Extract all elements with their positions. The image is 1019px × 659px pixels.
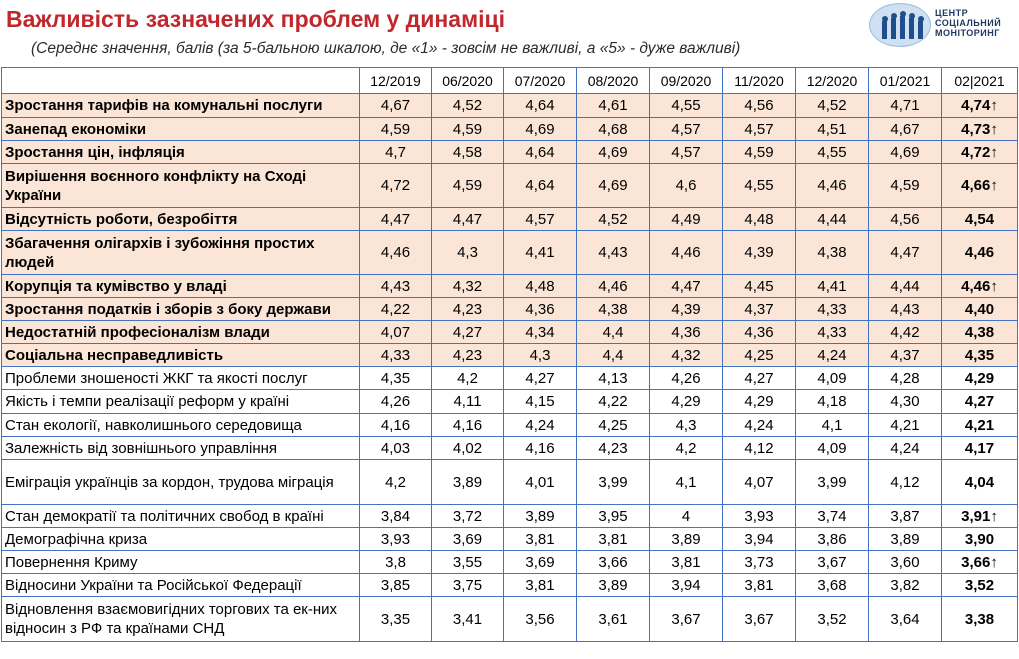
- latest-value-cell: [942, 414, 1018, 437]
- value-cell: 4,7: [360, 141, 432, 164]
- logo-line: МОНІТОРИНГ: [935, 28, 1000, 38]
- value-cell: 3,89: [432, 460, 504, 505]
- value-cell: 3,99: [796, 460, 869, 505]
- value-cell: 4,3: [432, 231, 504, 275]
- cell-value: 4,74: [961, 97, 991, 114]
- latest-value-cell: [942, 298, 1018, 321]
- value-cell: 4,59: [432, 118, 504, 141]
- value-cell: 3,81: [650, 551, 723, 574]
- value-cell: 4,4: [577, 321, 650, 344]
- cell-value: 4,17: [964, 439, 995, 457]
- value-cell: 4,09: [796, 437, 869, 460]
- value-cell: 4,46: [360, 231, 432, 275]
- value-cell: 4,59: [869, 164, 942, 208]
- cell-value: 4,29: [964, 369, 995, 387]
- value-cell: 3,56: [504, 597, 577, 642]
- value-cell: 4,34: [504, 321, 577, 344]
- value-cell: 4,57: [504, 208, 577, 231]
- table-row: [2, 437, 1018, 460]
- value-cell: 4,29: [723, 390, 796, 414]
- latest-value-cell: [942, 505, 1018, 528]
- value-cell: 4,42: [869, 321, 942, 344]
- table-row: [2, 551, 1018, 574]
- value-cell: 3,66: [577, 551, 650, 574]
- value-cell: 4,1: [796, 414, 869, 437]
- latest-value-cell: [942, 528, 1018, 551]
- column-header: 12/2019: [360, 68, 432, 94]
- value-cell: 4,47: [360, 208, 432, 231]
- value-cell: 4,29: [650, 390, 723, 414]
- value-cell: 3,75: [432, 574, 504, 597]
- cell-value: 4,21: [964, 416, 995, 434]
- value-cell: 4,12: [869, 460, 942, 505]
- value-cell: 4,27: [723, 367, 796, 390]
- table-row: [2, 321, 1018, 344]
- table-row: [2, 164, 1018, 208]
- value-cell: 4,22: [577, 390, 650, 414]
- value-cell: 4,32: [432, 275, 504, 298]
- cell-value: 4,04: [964, 473, 995, 491]
- value-cell: 4,3: [650, 414, 723, 437]
- latest-value-cell: [942, 390, 1018, 414]
- value-cell: 4,21: [869, 414, 942, 437]
- value-cell: 4,27: [432, 321, 504, 344]
- logo-text: [935, 8, 1001, 38]
- value-cell: 3,67: [650, 597, 723, 642]
- latest-value-cell: [942, 597, 1018, 642]
- header-label-cell: [2, 68, 360, 94]
- row-label: Соціальна несправедливість: [2, 344, 360, 367]
- value-cell: 4,36: [723, 321, 796, 344]
- value-cell: 4,68: [577, 118, 650, 141]
- value-cell: 3,60: [869, 551, 942, 574]
- table-row: [2, 460, 1018, 505]
- value-cell: 4,47: [432, 208, 504, 231]
- table-row: [2, 597, 1018, 642]
- value-cell: 4,64: [504, 164, 577, 208]
- value-cell: 4,33: [360, 344, 432, 367]
- table-row: [2, 344, 1018, 367]
- value-cell: 4,46: [796, 164, 869, 208]
- value-cell: 4,55: [796, 141, 869, 164]
- value-cell: 4,64: [504, 94, 577, 118]
- value-cell: 3,74: [796, 505, 869, 528]
- value-cell: 4,18: [796, 390, 869, 414]
- row-label: Зростання тарифів на комунальні послуги: [2, 94, 360, 118]
- row-label: Еміграція українців за кордон, трудова міграція: [2, 460, 360, 505]
- value-cell: 4,67: [869, 118, 942, 141]
- row-label: Занепад економіки: [2, 118, 360, 141]
- cell-value: 4,27: [964, 393, 995, 410]
- arrow-up-icon: ↑: [990, 97, 998, 114]
- value-cell: 3,69: [432, 528, 504, 551]
- value-cell: 4,4: [577, 344, 650, 367]
- logo: [869, 3, 1017, 47]
- table-row: [2, 275, 1018, 298]
- value-cell: 4,61: [577, 94, 650, 118]
- value-cell: 3,55: [432, 551, 504, 574]
- value-cell: 4,52: [796, 94, 869, 118]
- value-cell: 4,26: [650, 367, 723, 390]
- value-cell: 3,61: [577, 597, 650, 642]
- row-label: Відносини України та Російської Федерації: [2, 574, 360, 597]
- value-cell: 3,69: [504, 551, 577, 574]
- arrow-up-icon: ↑: [990, 143, 998, 161]
- value-cell: 4,09: [796, 367, 869, 390]
- value-cell: 4,30: [869, 390, 942, 414]
- value-cell: 4,37: [869, 344, 942, 367]
- value-cell: 4,64: [504, 141, 577, 164]
- value-cell: 4,69: [577, 164, 650, 208]
- value-cell: 3,67: [723, 597, 796, 642]
- value-cell: 4,51: [796, 118, 869, 141]
- row-label: Вирішення воєнного конфлікту на Сході України: [2, 164, 360, 208]
- value-cell: 4,25: [577, 414, 650, 437]
- value-cell: 4,47: [650, 275, 723, 298]
- value-cell: 3,81: [504, 528, 577, 551]
- value-cell: 3,94: [650, 574, 723, 597]
- latest-value-cell: [942, 94, 1018, 118]
- value-cell: 3,81: [504, 574, 577, 597]
- logo-line: ЦЕНТР: [935, 8, 969, 18]
- value-cell: 4,6: [650, 164, 723, 208]
- column-header: 11/2020: [723, 68, 796, 94]
- value-cell: 4,16: [360, 414, 432, 437]
- column-header: 12/2020: [796, 68, 869, 94]
- value-cell: 3,87: [869, 505, 942, 528]
- latest-value-cell: [942, 141, 1018, 164]
- row-label: Стан демократії та політичних свобод в країні: [2, 505, 360, 528]
- cell-value: 4,40: [964, 300, 995, 318]
- value-cell: 4,23: [432, 298, 504, 321]
- cell-value: 3,38: [964, 610, 995, 628]
- value-cell: 3,68: [796, 574, 869, 597]
- value-cell: 4,71: [869, 94, 942, 118]
- row-label: Якість і темпи реалізації реформ у країні: [2, 390, 360, 414]
- table-row: [2, 367, 1018, 390]
- value-cell: 4,69: [577, 141, 650, 164]
- column-header: 09/2020: [650, 68, 723, 94]
- value-cell: 4,39: [650, 298, 723, 321]
- value-cell: 4,24: [796, 344, 869, 367]
- column-header: 08/2020: [577, 68, 650, 94]
- value-cell: 4,38: [796, 231, 869, 275]
- value-cell: 3,99: [577, 460, 650, 505]
- cell-value: 4,46: [961, 277, 991, 295]
- table-row: [2, 208, 1018, 231]
- value-cell: 4,33: [796, 321, 869, 344]
- value-cell: 4,22: [360, 298, 432, 321]
- value-cell: 4,69: [504, 118, 577, 141]
- table-row: [2, 528, 1018, 551]
- value-cell: 3,89: [869, 528, 942, 551]
- value-cell: 4,49: [650, 208, 723, 231]
- arrow-up-icon: ↑: [990, 507, 998, 525]
- value-cell: 4,69: [869, 141, 942, 164]
- cell-value: 4,35: [964, 346, 995, 364]
- value-cell: 3,81: [723, 574, 796, 597]
- table-row: [2, 118, 1018, 141]
- value-cell: 3,82: [869, 574, 942, 597]
- latest-value-cell: [942, 275, 1018, 298]
- value-cell: 4,55: [650, 94, 723, 118]
- latest-value-cell: [942, 164, 1018, 208]
- value-cell: 4,07: [360, 321, 432, 344]
- value-cell: 4,16: [432, 414, 504, 437]
- value-cell: 3,41: [432, 597, 504, 642]
- value-cell: 3,85: [360, 574, 432, 597]
- value-cell: 4,52: [432, 94, 504, 118]
- value-cell: 4,27: [504, 367, 577, 390]
- column-header: 07/2020: [504, 68, 577, 94]
- value-cell: 4,44: [796, 208, 869, 231]
- value-cell: 4,43: [360, 275, 432, 298]
- logo-people-icon: [869, 3, 931, 47]
- latest-value-cell: [942, 551, 1018, 574]
- row-label: Демографічна криза: [2, 528, 360, 551]
- value-cell: 4,24: [504, 414, 577, 437]
- row-label: Залежність від зовнішнього управління: [2, 437, 360, 460]
- value-cell: 4: [650, 505, 723, 528]
- value-cell: 4,41: [796, 275, 869, 298]
- cell-value: 3,91: [961, 507, 991, 525]
- value-cell: 3,35: [360, 597, 432, 642]
- value-cell: 4,39: [723, 231, 796, 275]
- value-cell: 4,48: [723, 208, 796, 231]
- value-cell: 4,43: [869, 298, 942, 321]
- latest-value-cell: [942, 231, 1018, 275]
- value-cell: 4,26: [360, 390, 432, 414]
- row-label: Проблеми зношеності ЖКГ та якості послуг: [2, 367, 360, 390]
- value-cell: 4,43: [577, 231, 650, 275]
- value-cell: 3,52: [796, 597, 869, 642]
- value-cell: 4,47: [869, 231, 942, 275]
- value-cell: 4,11: [432, 390, 504, 414]
- arrow-up-icon: ↑: [990, 277, 998, 295]
- value-cell: 4,35: [360, 367, 432, 390]
- value-cell: 4,57: [650, 141, 723, 164]
- table-row: [2, 414, 1018, 437]
- row-label: Недостатній професіоналізм влади: [2, 321, 360, 344]
- value-cell: 4,52: [577, 208, 650, 231]
- column-header: 02|2021: [942, 68, 1018, 94]
- latest-value-cell: [942, 344, 1018, 367]
- cell-value: 4,38: [964, 323, 995, 341]
- latest-value-cell: [942, 437, 1018, 460]
- value-cell: 4,56: [723, 94, 796, 118]
- latest-value-cell: [942, 574, 1018, 597]
- value-cell: 4,02: [432, 437, 504, 460]
- cell-value: 3,52: [964, 576, 995, 594]
- table-row: [2, 505, 1018, 528]
- value-cell: 3,89: [504, 505, 577, 528]
- value-cell: 4,2: [360, 460, 432, 505]
- value-cell: 4,3: [504, 344, 577, 367]
- value-cell: 4,57: [650, 118, 723, 141]
- value-cell: 4,25: [723, 344, 796, 367]
- value-cell: 4,23: [577, 437, 650, 460]
- value-cell: 4,2: [432, 367, 504, 390]
- value-cell: 3,67: [796, 551, 869, 574]
- value-cell: 4,72: [360, 164, 432, 208]
- arrow-up-icon: ↑: [990, 553, 998, 571]
- value-cell: 3,95: [577, 505, 650, 528]
- table-row: [2, 231, 1018, 275]
- value-cell: 3,73: [723, 551, 796, 574]
- row-label: Стан екології, навколишнього середовища: [2, 414, 360, 437]
- latest-value-cell: [942, 118, 1018, 141]
- latest-value-cell: [942, 367, 1018, 390]
- value-cell: 3,89: [577, 574, 650, 597]
- column-header: 01/2021: [869, 68, 942, 94]
- value-cell: 4,59: [360, 118, 432, 141]
- latest-value-cell: [942, 321, 1018, 344]
- latest-value-cell: [942, 208, 1018, 231]
- value-cell: 4,07: [723, 460, 796, 505]
- value-cell: 3,81: [577, 528, 650, 551]
- value-cell: 4,2: [650, 437, 723, 460]
- header: [0, 0, 1019, 66]
- logo-line: СОЦІАЛЬНИЙ: [935, 18, 1002, 28]
- value-cell: 4,12: [723, 437, 796, 460]
- value-cell: 4,32: [650, 344, 723, 367]
- value-cell: 3,94: [723, 528, 796, 551]
- cell-value: 3,66: [961, 553, 991, 571]
- row-label: Відновлення взаємовигідних торгових та ек-них відносин з РФ та країнами СНД: [2, 597, 360, 642]
- row-label: Збагачення олігархів і зубожіння простих людей: [2, 231, 360, 275]
- value-cell: 4,36: [504, 298, 577, 321]
- row-label: Зростання цін, інфляція: [2, 141, 360, 164]
- value-cell: 3,93: [723, 505, 796, 528]
- table-header-row: [2, 68, 1018, 94]
- value-cell: 4,46: [650, 231, 723, 275]
- value-cell: 4,03: [360, 437, 432, 460]
- value-cell: 4,46: [577, 275, 650, 298]
- cell-value: 4,46: [964, 244, 995, 261]
- value-cell: 4,01: [504, 460, 577, 505]
- value-cell: 4,37: [723, 298, 796, 321]
- value-cell: 3,64: [869, 597, 942, 642]
- problems-table: [1, 67, 1018, 642]
- latest-value-cell: [942, 460, 1018, 505]
- row-label: Повернення Криму: [2, 551, 360, 574]
- cell-value: 4,73: [961, 120, 991, 138]
- value-cell: 4,23: [432, 344, 504, 367]
- page-subtitle: (Середнє значення, балів (за 5-бальною шкалою, де «1» - зовсім не важливі, а «5» - дуже важливі): [31, 40, 741, 57]
- value-cell: 4,24: [869, 437, 942, 460]
- value-cell: 4,15: [504, 390, 577, 414]
- value-cell: 4,16: [504, 437, 577, 460]
- table-row: [2, 141, 1018, 164]
- value-cell: 4,45: [723, 275, 796, 298]
- value-cell: 4,58: [432, 141, 504, 164]
- value-cell: 3,84: [360, 505, 432, 528]
- cell-value: 4,66: [961, 177, 991, 194]
- value-cell: 4,28: [869, 367, 942, 390]
- value-cell: 3,72: [432, 505, 504, 528]
- value-cell: 4,44: [869, 275, 942, 298]
- table-row: [2, 298, 1018, 321]
- value-cell: 3,86: [796, 528, 869, 551]
- row-label: Корупція та кумівство у владі: [2, 275, 360, 298]
- value-cell: 4,56: [869, 208, 942, 231]
- value-cell: 3,8: [360, 551, 432, 574]
- page-title: Важливість зазначених проблем у динаміці: [6, 6, 506, 32]
- value-cell: 3,93: [360, 528, 432, 551]
- cell-value: 4,54: [964, 210, 995, 228]
- row-label: Відсутність роботи, безробіття: [2, 208, 360, 231]
- cell-value: 4,72: [961, 143, 991, 161]
- value-cell: 4,59: [432, 164, 504, 208]
- value-cell: 4,48: [504, 275, 577, 298]
- value-cell: 4,55: [723, 164, 796, 208]
- table-row: [2, 94, 1018, 118]
- value-cell: 4,33: [796, 298, 869, 321]
- value-cell: 4,24: [723, 414, 796, 437]
- value-cell: 4,13: [577, 367, 650, 390]
- value-cell: 4,67: [360, 94, 432, 118]
- value-cell: 4,1: [650, 460, 723, 505]
- arrow-up-icon: ↑: [990, 120, 998, 138]
- arrow-up-icon: ↑: [990, 177, 998, 194]
- table-body: [2, 94, 1018, 642]
- table-row: [2, 390, 1018, 414]
- value-cell: 4,36: [650, 321, 723, 344]
- value-cell: 4,57: [723, 118, 796, 141]
- column-header: 06/2020: [432, 68, 504, 94]
- cell-value: 3,90: [964, 530, 995, 548]
- value-cell: 4,59: [723, 141, 796, 164]
- value-cell: 3,89: [650, 528, 723, 551]
- value-cell: 4,38: [577, 298, 650, 321]
- table-row: [2, 574, 1018, 597]
- row-label: Зростання податків і зборів з боку держави: [2, 298, 360, 321]
- value-cell: 4,41: [504, 231, 577, 275]
